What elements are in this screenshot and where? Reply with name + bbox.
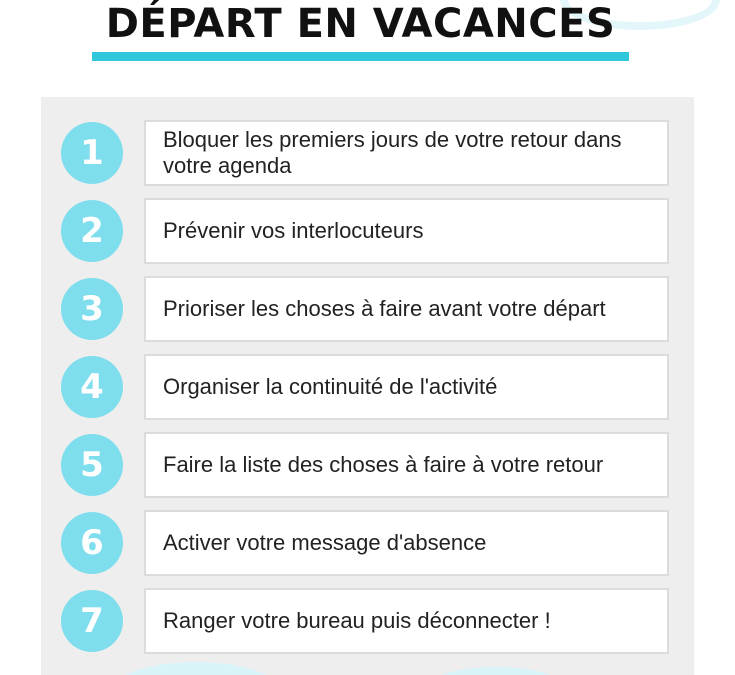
decorative-cloud-left <box>111 662 281 675</box>
step-card <box>144 276 669 342</box>
checklist-step-5 <box>41 432 694 498</box>
step-card <box>144 120 669 186</box>
step-text: Prioriser les choses à faire avant votre départ <box>163 296 606 321</box>
header <box>92 0 629 48</box>
checklist-step-2 <box>41 198 694 264</box>
step-card <box>144 588 669 654</box>
decorative-cloud-right <box>421 667 571 675</box>
checklist-step-4 <box>41 354 694 420</box>
step-text: Bloquer les premiers jours de votre retour dans votre agenda <box>163 127 622 178</box>
step-number-badge: 2 <box>61 200 123 262</box>
step-number-badge: 5 <box>61 434 123 496</box>
step-text: Activer votre message d'absence <box>163 530 487 555</box>
step-number-badge: 4 <box>61 356 123 418</box>
step-text: Faire la liste des choses à faire à votre retour <box>163 452 604 477</box>
step-number-badge: 1 <box>61 122 123 184</box>
step-number-badge: 7 <box>61 590 123 652</box>
checklist-panel <box>41 97 694 675</box>
step-card <box>144 510 669 576</box>
checklist-step-1 <box>41 120 694 186</box>
title-underline <box>92 52 629 61</box>
step-card <box>144 432 669 498</box>
checklist-step-6 <box>41 510 694 576</box>
step-text: Ranger votre bureau puis déconnecter ! <box>163 608 551 633</box>
step-text: Organiser la continuité de l'activité <box>163 374 498 399</box>
step-card <box>144 354 669 420</box>
step-number-badge: 3 <box>61 278 123 340</box>
checklist-step-3 <box>41 276 694 342</box>
step-text: Prévenir vos interlocuteurs <box>163 218 424 243</box>
checklist-step-7 <box>41 588 694 654</box>
step-card <box>144 198 669 264</box>
step-number-badge: 6 <box>61 512 123 574</box>
page-title: DÉPART EN VACANCES <box>105 1 616 47</box>
